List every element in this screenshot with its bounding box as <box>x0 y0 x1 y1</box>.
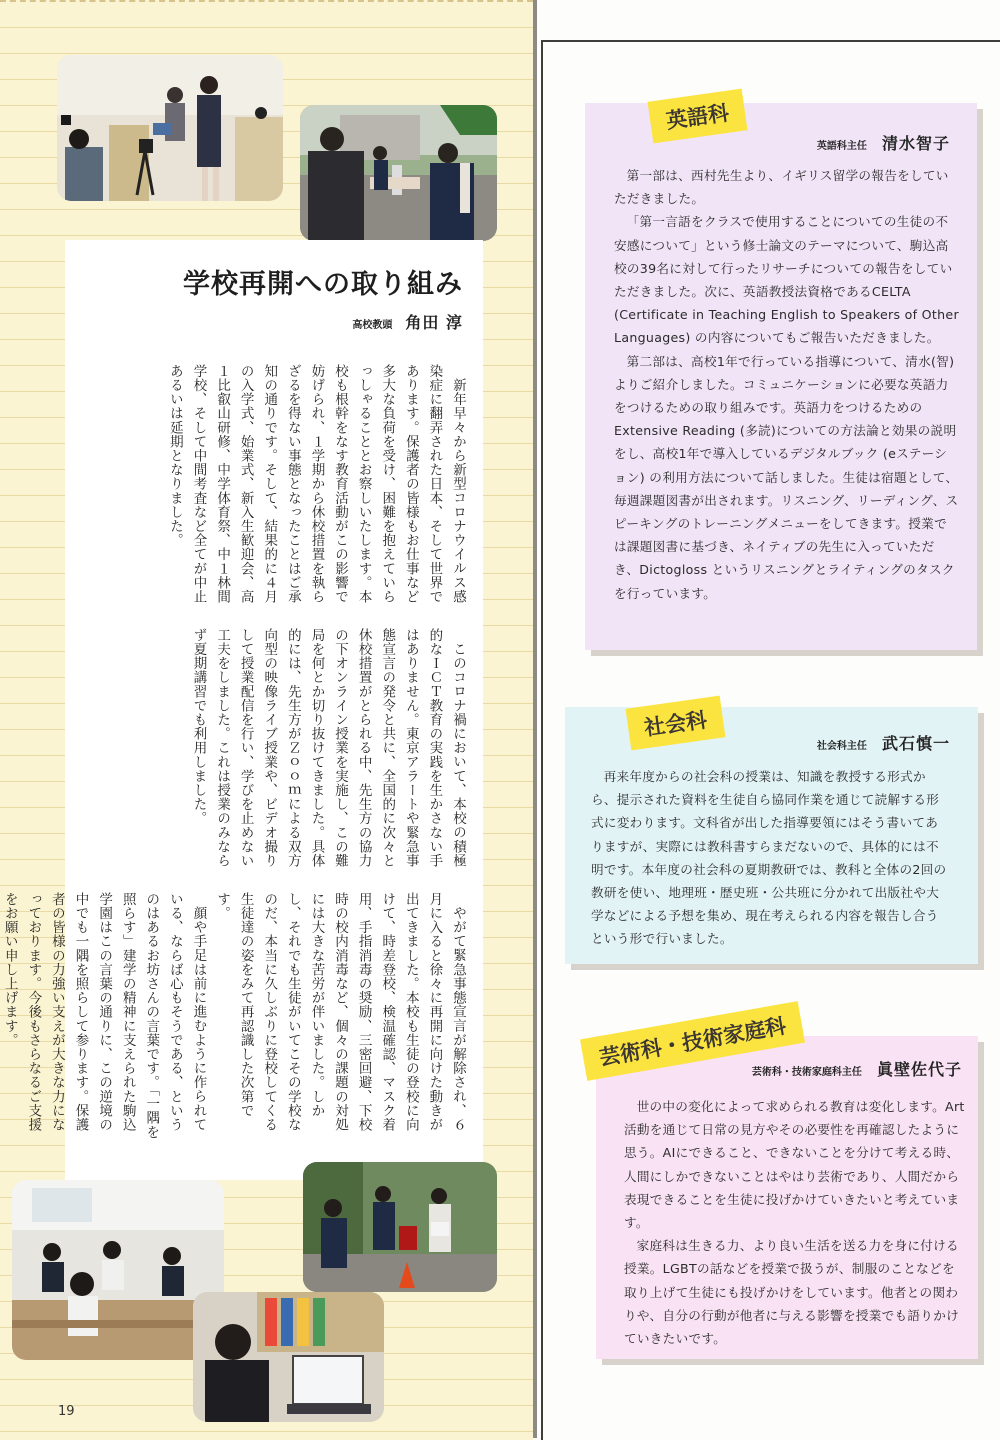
author-role: 高校教頭 <box>352 320 393 331</box>
english-tag: 英語科 <box>648 89 748 144</box>
article-paragraph: やがて緊急事態宣言が解除され、６月に入ると徐々に再開に向けた動きが出てきました。本校も生徒の登校に向けて、時差登校、検温確認、マスク着用、手指消毒の奨励、三密回避、下校時の校内消毒など、個々の課題の対処には大きな苦労が伴いました。しかし、それでも生徒がいてこその学校なのだ、本当に久しぶりに登校してくる生徒達の姿をみて再認識した次第です。 <box>214 892 466 1132</box>
photo-teacher-laptop <box>193 1292 384 1422</box>
english-name: 清水智子 <box>881 134 950 153</box>
page-number: 19 <box>58 1404 75 1419</box>
arts-paragraph: 世の中の変化によって求められる教育は変化します。Art活動を通じて日常の見方やその必要性を再確認したように思う。AIにできること、できないことを分けて考える時、人間にしかできないことはやはり芸術であり、人間だから表現できることを生徒に投げかけていきたいと考えています。 <box>624 1099 965 1231</box>
arts-tag: 芸術科・技術家庭科 <box>580 1001 805 1081</box>
social-tag: 社会科 <box>626 696 726 751</box>
social-paragraph: 再来年度からの社会科の授業は、知識を教授する形式から、提示された資料を生徒自ら協同作業を通じて読解する形式に変わります。文科省が出した指導要領にはそう書いてありますが、実際には教科書すらまだないので、具体的には不明です。本年度の社会科の夏期教研では、教科と全体の2回の教研を使い、地理班・歴史班・公共班に分かれて出版社や大学などによる予想を集め、現在考えられる内容を報告し合うという形で行いました。 <box>591 769 947 947</box>
article-title: 学校再開への取り組み <box>183 269 463 300</box>
article-paragraph: 新年早々から新型コロナウイルス感染症に翻弄された日本、そして世界であります。保護者の皆様もお仕事など多大な負荷を受け、困難を抱えていらっしゃることとお察しいたします。本校も根幹をなす教育活動がこの影響で妨げられ、１学期から休校措置を執らざるを得ない事態となったことはご承知の通りです。そして、結果的に４月の入学式、始業式、新入生歓迎会、高１比叡山研修、中学体育祭、中１林間学校、そして中間考査など全てが中止あるいは延期となりました。 <box>166 364 466 604</box>
english-text <box>614 164 959 605</box>
social-role: 社会科主任 <box>816 741 867 752</box>
arts-name: 眞壁佐代子 <box>876 1060 962 1079</box>
english-paragraph: 「第一言語をクラスで使用することについての生徒の不安感について」という修士論文のテーマについて、駒込高校の39名に対して行ったリサーチについての報告をしていただきました。次に、英語教授法資格であるCELTA (Certificate in Teaching English to Speakers of Other Languages) の内容についてもご報告いただきました。 <box>614 214 959 346</box>
article-column-1 <box>77 364 469 616</box>
english-head <box>817 131 950 154</box>
english-paragraph: 第一部は、西村先生より、イギリス留学の報告をしていただきました。 <box>614 168 949 207</box>
article-card <box>1 240 483 1180</box>
social-name: 武石慎一 <box>881 734 950 753</box>
article-paragraph: このコロナ禍において、本校の積極的なＩＣＴ教育の実践を生かさない手はありません。東京アラートや緊急事態宣言の発令と共に、全国的に次々と休校措置がとられる中、先生方の協力の下オンライン授業を実施し、この難局を何とか切り抜けてきました。具体的には、先生方がＺｏｏｍによる双方向型の映像ライブ授業や、ビデオ撮りして授業配信を行い、学びを止めない工夫をしました。これは授業のみならず夏期講習でも利用しました。 <box>190 628 466 868</box>
social-head <box>817 731 950 754</box>
article-column-3 <box>1 892 469 1144</box>
english-role: 英語科主任 <box>816 141 867 152</box>
arts-text <box>624 1095 966 1350</box>
arts-head <box>752 1057 962 1080</box>
english-paragraph: 第二部は、高校1年で行っている指導について、清水(智) よりご紹介しました。コミュニケーションに必要な英語力をつけるための取り組みです。英語力をつけるためのExtensive Reading (多読)についての方法論と効果の説明をし、高校1年で導入しているデジタルブック (eステーション) の利用方法について話しました。生徒は宿題として、毎週課題図書が出されます。リスニング、リーディング、スピーキングのトレーニングメニューをしてきます。授業では課題図書に基づき、ネイティブの先生に入っていただき、Dictogloss というリスニングとライティングのタスクを行っています。 <box>614 353 959 601</box>
photo-ceremony <box>57 55 283 201</box>
arts-role: 芸術科・技術家庭科主任 <box>751 1067 862 1078</box>
article-column-2 <box>77 628 469 880</box>
photo-students-outside <box>303 1162 497 1292</box>
photo-outdoor-entrance <box>300 105 497 241</box>
article-author <box>352 310 463 333</box>
article-paragraph: 顔や手足は前に進むように作られている、ならば心もそうである、というのはあるお坊さんの言葉です。「一隅を照らす」建学の精神に支えられた駒込学園はこの言葉の通りに、この逆境の中でも一隅を照らして参ります。保護者の皆様の力強い支えが大きな力になっております。今後もさらなるご支援をお願い申し上げます。 <box>1 892 207 1140</box>
arts-paragraph: 家庭科は生きる力、より良い生活を送る力を身に付ける授業。LGBTの話などを授業で扱うが、制服のことなどを取り上げて生徒にも投げかけをしています。他者との関わりや、自分の行動が他者に与える影響を授業でも語りかけていきたいです。 <box>624 1238 959 1347</box>
author-name: 角田 淳 <box>405 313 463 332</box>
social-text <box>591 765 951 951</box>
